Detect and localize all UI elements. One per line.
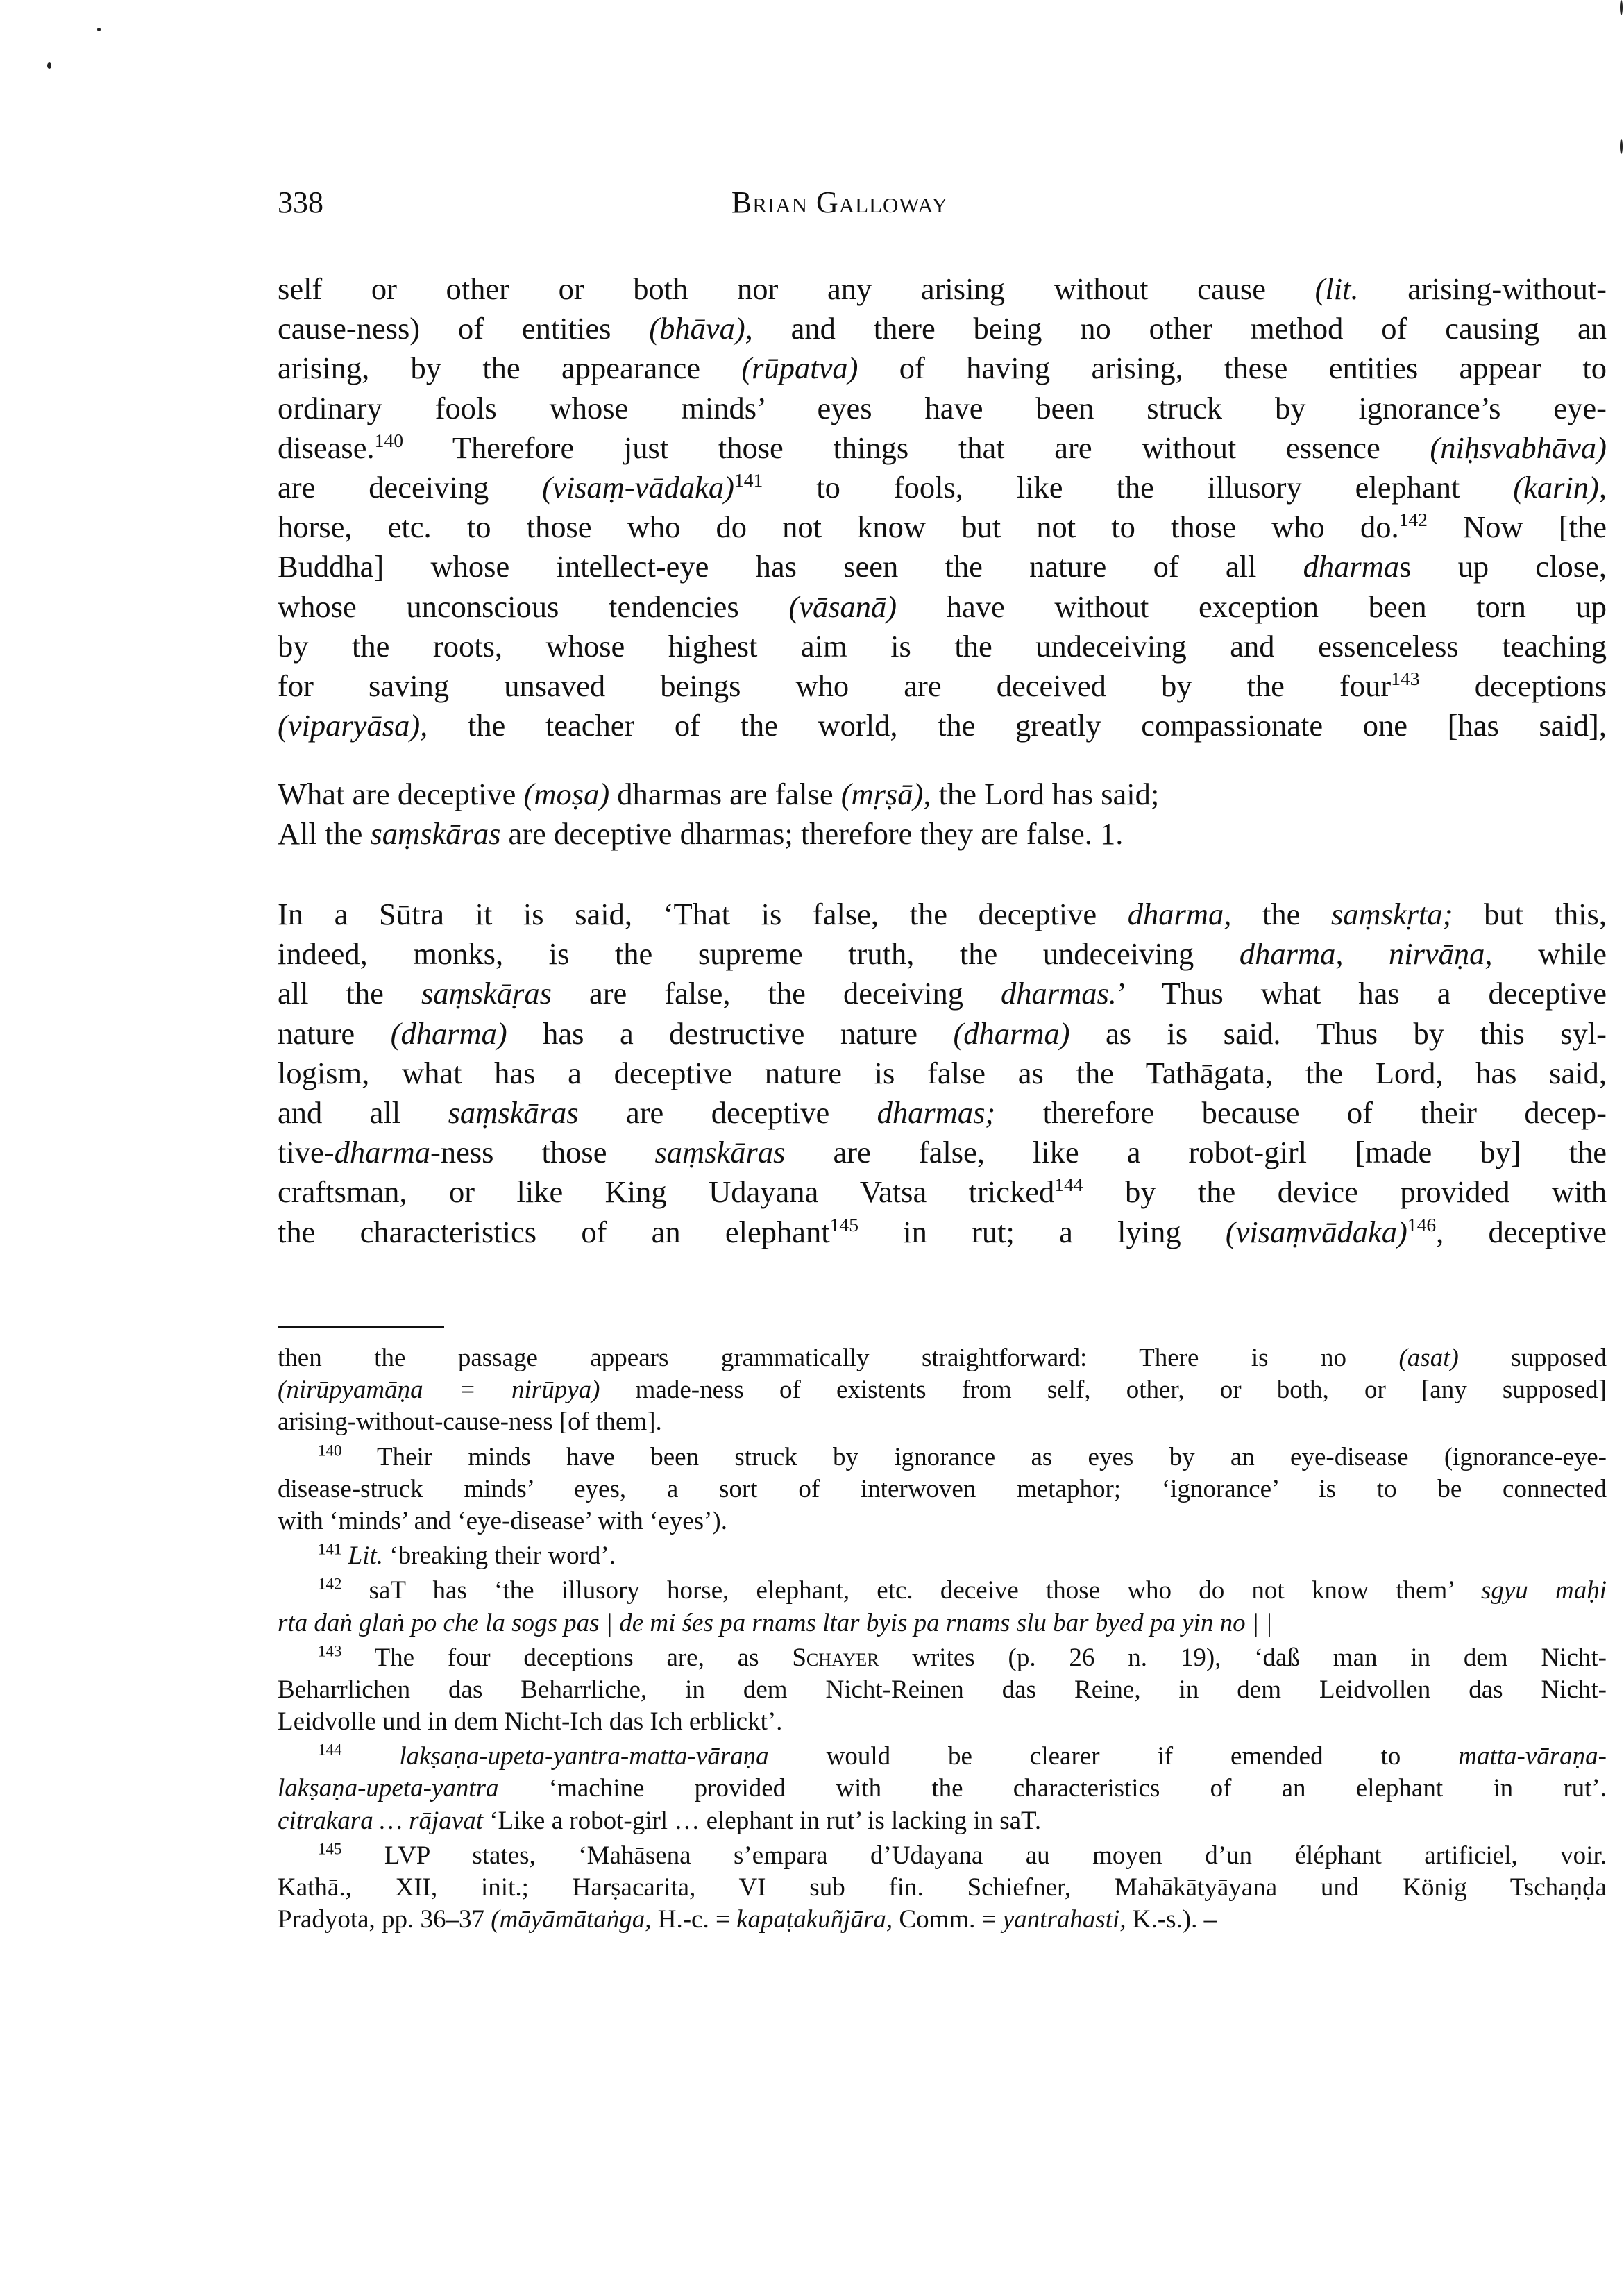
text-run: logism, what has a deceptive nature is false as the Tathāgata, the Lord, has said, bbox=[278, 1055, 1607, 1090]
italic-term: dharma bbox=[334, 1135, 431, 1170]
text-line bbox=[278, 309, 1607, 348]
footnote-ref: 146 bbox=[1407, 1213, 1437, 1235]
text-line bbox=[278, 1674, 1607, 1706]
footnote-ref: 141 bbox=[734, 469, 763, 491]
text-run: H.-c. = bbox=[651, 1905, 737, 1934]
text-run: made-ness of existents from self, other, or both, or [any supposed] bbox=[600, 1376, 1607, 1405]
text-run: of having arising, these entities appear to bbox=[858, 350, 1607, 386]
text-line bbox=[278, 348, 1607, 388]
body-paragraph bbox=[278, 269, 1607, 745]
text-line bbox=[278, 1054, 1607, 1093]
small-caps-name: Schayer bbox=[792, 1643, 879, 1672]
italic-term: lakṣaṇa-upeta-yantra-matta-vāraṇa bbox=[399, 1742, 769, 1771]
text-run: The four deceptions are, as bbox=[341, 1643, 793, 1672]
text-run: Leidvolle und in dem Nicht-Ich das Ich erblickt’. bbox=[278, 1707, 783, 1737]
text-run: -ness those bbox=[430, 1135, 655, 1170]
footnote bbox=[278, 1342, 1607, 1439]
text-line bbox=[278, 666, 1607, 706]
text-run: ordinary fools whose minds’ eyes have been struck by ignorance’s eye- bbox=[278, 390, 1607, 425]
text-run: Now [the bbox=[1427, 509, 1607, 545]
text-line bbox=[278, 895, 1607, 934]
text-line bbox=[278, 814, 1607, 854]
text-run: LVP states, ‘Mahāsena s’empara d’Udayana au moyen d’un éléphant artificiel, voir. bbox=[341, 1841, 1607, 1870]
text-line bbox=[278, 1172, 1607, 1212]
text-line bbox=[278, 1872, 1607, 1904]
text-run: arising-without- bbox=[1358, 271, 1607, 306]
text-run: are false, the deceiving bbox=[551, 976, 1001, 1011]
text-run: deceptions bbox=[1419, 668, 1607, 703]
italic-term: kapaṭakuñjāra, bbox=[736, 1905, 893, 1934]
italic-term: (karin), bbox=[1513, 469, 1607, 505]
text-run: all the bbox=[278, 976, 421, 1011]
text-run: craftsman, or like King Udayana Vatsa tricked bbox=[278, 1174, 1055, 1210]
scan-speck bbox=[1620, 139, 1623, 154]
text-line bbox=[278, 1805, 1607, 1837]
text-run: the bbox=[1231, 897, 1331, 931]
text-line bbox=[278, 1473, 1607, 1505]
italic-term: dharma bbox=[1303, 549, 1400, 584]
text-line bbox=[278, 934, 1607, 974]
text-run: the teacher of the world, the greatly compassionate one [has said], bbox=[428, 708, 1607, 743]
scan-speck bbox=[1620, 0, 1623, 15]
text-run: Beharrlichen das Beharrliche, in dem Nicht-Reinen das Reine, in dem Leidvollen das Nicht- bbox=[278, 1675, 1607, 1704]
text-line bbox=[278, 1773, 1607, 1805]
text-run: ‘breaking their word’. bbox=[383, 1542, 616, 1571]
text-line bbox=[278, 507, 1607, 547]
italic-term: (asat) bbox=[1398, 1344, 1459, 1372]
footnote-ref: 144 bbox=[1054, 1174, 1083, 1196]
italic-term: (moṣa) bbox=[523, 777, 610, 811]
italic-term: matta-vāraṇa- bbox=[1458, 1742, 1607, 1771]
text-run: disease. bbox=[278, 430, 375, 465]
text-line bbox=[278, 1505, 1607, 1537]
footnote-ref: 141 bbox=[318, 1540, 342, 1558]
text-line bbox=[278, 1840, 1607, 1872]
footnote-ref: 144 bbox=[318, 1741, 342, 1759]
footnote-ref: 140 bbox=[318, 1442, 342, 1460]
italic-term: saṃskāras bbox=[448, 1095, 579, 1130]
text-run bbox=[341, 1542, 348, 1570]
italic-term: (bhāva), bbox=[649, 311, 753, 346]
text-line bbox=[278, 627, 1607, 666]
text-run: are deceiving bbox=[278, 469, 543, 505]
text-run: for saving unsaved beings who are deceived by the four bbox=[278, 668, 1392, 703]
italic-term: sgyu maḥi bbox=[1480, 1576, 1607, 1605]
body-paragraph bbox=[278, 895, 1607, 1252]
footnote bbox=[278, 1540, 1607, 1572]
page-number: 338 bbox=[278, 185, 323, 219]
text-line bbox=[278, 1213, 1607, 1252]
italic-term: (nirūpyamāṇa = nirūpya) bbox=[278, 1376, 600, 1405]
italic-term: citrakara … rājavat bbox=[278, 1806, 483, 1835]
text-run: Comm. = bbox=[893, 1905, 1003, 1934]
italic-term: rta daṅ glaṅ po che la sogs pas | de mi śes pa rnams ltar byis pa rnams slu bar byed pa yin no | | bbox=[278, 1608, 1273, 1637]
text-run: with ‘minds’ and ‘eye-disease’ with ‘eyes’). bbox=[278, 1506, 727, 1535]
text-run: Pradyota, pp. 36–37 bbox=[278, 1905, 491, 1934]
italic-term: (rūpatva) bbox=[741, 350, 858, 386]
footnote-ref: 142 bbox=[1398, 509, 1428, 531]
text-run: ’ Thus what has a deceptive bbox=[1116, 976, 1607, 1011]
text-run: Their minds have been struck by ignorance as eyes by an eye-disease (ignorance-eye- bbox=[341, 1442, 1607, 1471]
text-line bbox=[278, 1406, 1607, 1438]
text-line bbox=[278, 1540, 1607, 1572]
text-run: Therefore just those things that are without essence bbox=[403, 430, 1430, 465]
text-line bbox=[278, 706, 1607, 745]
italic-term: dharmas. bbox=[1001, 976, 1117, 1011]
text-run: but this, bbox=[1453, 897, 1607, 931]
italic-term: (dharma) bbox=[953, 1015, 1070, 1051]
text-run: therefore because of their decep- bbox=[995, 1095, 1607, 1130]
text-line bbox=[278, 1741, 1607, 1773]
italic-term: yantrahasti, bbox=[1002, 1905, 1126, 1934]
text-run: while bbox=[1492, 936, 1607, 972]
italic-term: dharma, nirvāṇa, bbox=[1239, 936, 1493, 972]
footnote-ref: 143 bbox=[1391, 668, 1420, 690]
text-run: in rut; a lying bbox=[858, 1214, 1226, 1249]
footnote bbox=[278, 1575, 1607, 1639]
italic-term: (vāsanā) bbox=[788, 589, 897, 624]
text-run: and there being no other method of causing an bbox=[752, 311, 1607, 346]
text-run: tive- bbox=[278, 1135, 335, 1170]
text-run: ‘Like a robot-girl … elephant in rut’ is lacking in saT. bbox=[482, 1806, 1042, 1835]
text-run: self or other or both nor any arising without cause bbox=[278, 271, 1315, 306]
text-run: are false, like a robot-girl [made by] the bbox=[785, 1135, 1607, 1170]
text-run: All the bbox=[278, 816, 371, 852]
text-run: indeed, monks, is the supreme truth, the undeceiving bbox=[278, 936, 1240, 972]
text-run: cause-ness) of entities bbox=[278, 311, 650, 346]
text-run: to fools, like the illusory elephant bbox=[763, 469, 1514, 505]
text-run: dharmas are false bbox=[609, 777, 841, 811]
footnote-ref: 142 bbox=[318, 1575, 342, 1593]
text-line bbox=[278, 1342, 1607, 1374]
text-run: K.-s.). – bbox=[1126, 1905, 1217, 1934]
text-run: would be clearer if emended to bbox=[768, 1742, 1459, 1771]
text-run bbox=[341, 1742, 399, 1771]
footnote bbox=[278, 1741, 1607, 1837]
text-run: writes (p. 26 n. 19), ‘daß man in dem Nicht- bbox=[879, 1643, 1607, 1672]
running-head: Brian Galloway bbox=[731, 185, 949, 219]
text-run: saT has ‘the illusory horse, elephant, etc. deceive those who do not know them’ bbox=[341, 1576, 1481, 1605]
footnote-ref: 145 bbox=[829, 1213, 858, 1235]
text-run: supposed bbox=[1458, 1344, 1607, 1372]
text-line bbox=[278, 1642, 1607, 1674]
text-run: Buddha] whose intellect-eye has seen the nature of all bbox=[278, 549, 1303, 584]
page-header bbox=[278, 185, 1607, 223]
text-run: the characteristics of an elephant bbox=[278, 1214, 830, 1249]
text-line bbox=[278, 1014, 1607, 1054]
footnote bbox=[278, 1442, 1607, 1538]
text-line bbox=[278, 389, 1607, 428]
italic-term: (niḥsvabhāva) bbox=[1430, 430, 1607, 465]
footnote-ref: 140 bbox=[374, 429, 404, 451]
italic-term: (visaṃvādaka) bbox=[1225, 1214, 1407, 1249]
text-line bbox=[278, 1442, 1607, 1473]
footnotes bbox=[278, 1342, 1607, 1936]
text-run: the Lord has said; bbox=[931, 777, 1160, 811]
text-run: nature bbox=[278, 1015, 391, 1051]
text-run: are deceptive bbox=[578, 1095, 877, 1130]
text-line bbox=[278, 775, 1607, 814]
text-run: , deceptive bbox=[1436, 1214, 1607, 1249]
footnote-separator bbox=[278, 1326, 444, 1328]
text-line bbox=[278, 1374, 1607, 1406]
text-run: are deceptive dharmas; therefore they are false. 1. bbox=[500, 816, 1124, 852]
text-run: ‘machine provided with the characteristics of an elephant in rut’. bbox=[498, 1774, 1607, 1803]
italic-term: (visaṃ-vādaka) bbox=[542, 469, 734, 505]
text-line bbox=[278, 1093, 1607, 1133]
text-run: whose unconscious tendencies bbox=[278, 589, 789, 624]
text-line bbox=[278, 468, 1607, 507]
text-run: by the device provided with bbox=[1083, 1174, 1607, 1210]
text-run: then the passage appears grammatically straightforward: There is no bbox=[278, 1344, 1399, 1372]
text-run: horse, etc. to those who do not know but not to those who do. bbox=[278, 509, 1399, 545]
footnote bbox=[278, 1840, 1607, 1936]
text-line bbox=[278, 1607, 1607, 1639]
italic-term: Lit. bbox=[348, 1542, 384, 1571]
italic-term: dharmas; bbox=[877, 1095, 996, 1130]
italic-term: saṃskāras bbox=[370, 816, 501, 852]
text-line bbox=[278, 1904, 1607, 1936]
scan-speck bbox=[47, 62, 51, 69]
footnote bbox=[278, 1642, 1607, 1739]
text-line bbox=[278, 974, 1607, 1013]
verse-quotation bbox=[278, 775, 1607, 854]
italic-term: saṃskṛta; bbox=[1330, 897, 1453, 931]
text-line bbox=[278, 587, 1607, 627]
text-run: Kathā., XII, init.; Harṣacarita, VI sub fin. Schiefner, Mahākātyāyana und König Tschaṇḍa bbox=[278, 1873, 1607, 1902]
text-line bbox=[278, 1133, 1607, 1172]
text-line bbox=[278, 1575, 1607, 1607]
scan-speck bbox=[97, 28, 101, 31]
text-line bbox=[278, 547, 1607, 586]
text-line bbox=[278, 269, 1607, 309]
italic-term: saṃskāras bbox=[654, 1135, 786, 1170]
italic-term: (mṛṣā), bbox=[840, 777, 931, 811]
text-run: What are deceptive bbox=[278, 777, 524, 811]
italic-term: dharma, bbox=[1127, 897, 1232, 931]
italic-term: saṃskāṛas bbox=[421, 976, 552, 1011]
italic-term: (lit. bbox=[1314, 271, 1359, 306]
italic-term: (māyāmātaṅga, bbox=[491, 1905, 652, 1934]
italic-term: (viparyāsa), bbox=[278, 708, 428, 743]
text-run: s up close, bbox=[1399, 549, 1607, 584]
text-run: arising-without-cause-ness [of them]. bbox=[278, 1408, 662, 1437]
footnote-ref: 145 bbox=[318, 1840, 342, 1858]
footnote-ref: 143 bbox=[318, 1642, 342, 1660]
text-run: as is said. Thus by this syl- bbox=[1069, 1015, 1607, 1051]
text-run: by the roots, whose highest aim is the undeceiving and essenceless teaching bbox=[278, 628, 1607, 664]
text-run: have without exception been torn up bbox=[897, 589, 1607, 624]
italic-term: (dharma) bbox=[390, 1015, 507, 1051]
text-run: disease-struck minds’ eyes, a sort of interwoven metaphor; ‘ignorance’ is to be connected bbox=[278, 1474, 1607, 1503]
italic-term: lakṣaṇa-upeta-yantra bbox=[278, 1774, 499, 1803]
text-run: and all bbox=[278, 1095, 448, 1130]
text-run: In a Sūtra it is said, ‘That is false, the deceptive bbox=[278, 897, 1128, 931]
text-line bbox=[278, 1706, 1607, 1738]
text-line bbox=[278, 428, 1607, 468]
text-run: arising, by the appearance bbox=[278, 350, 742, 386]
text-run: has a destructive nature bbox=[507, 1015, 954, 1051]
